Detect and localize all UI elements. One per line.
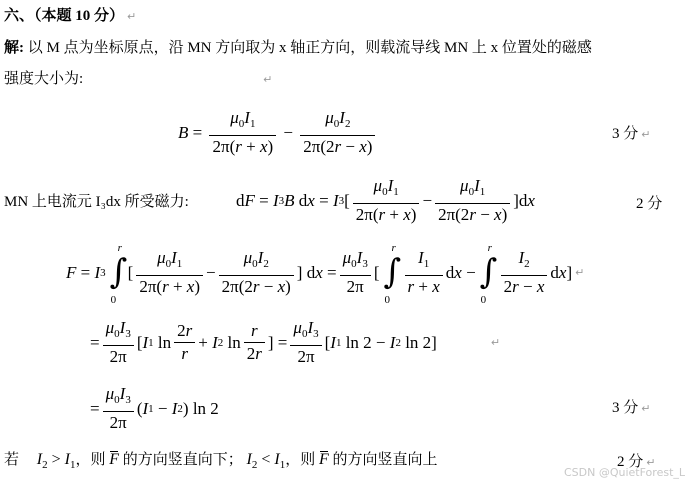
- equation-F-step2: = $\frac{\mu_0I_3}{2\pi}$ [ I 1 ln $\frac{2r}{r}$ + I 2 ln $\frac{r}{2r}$ ] = $\frac{\mu_0I_3}{2\pi}$ [ I 1 ln 2 − I 2 ln 2] ↵: [90, 318, 501, 366]
- equation-dF: d F = I 3 B d x = I 3 [ $\frac{\mu_0I_1}{2\pi(r + x)}$ − $\frac{\mu_0I_1}{2\pi(2r - x)}$ ]d x: [236, 176, 535, 224]
- intro-text-2: 强度大小为:: [4, 71, 84, 87]
- fraction: $\frac{\mu_0I_3}{2\pi}$: [340, 248, 371, 297]
- fraction: $\frac{\mu_0I_3}{2\pi}$: [103, 384, 134, 433]
- force-vector-symbol: F: [109, 451, 119, 468]
- fraction: $\frac{I_1}{r + x}$: [405, 248, 443, 297]
- intro-line-1: [4, 38, 592, 58]
- paragraph-mark-icon: ↵: [263, 73, 273, 86]
- conclusion-then-1: ，则: [75, 452, 106, 468]
- fraction: $\frac{\mu_0I_1}{2\pi(2r - x)}$: [435, 176, 510, 225]
- conclusion-if: 若: [4, 452, 20, 468]
- force-vector-symbol: F: [318, 451, 329, 468]
- score-mark-2: [636, 192, 662, 213]
- force-intro-text: MN 上电流元 I₃dx 所受磁力:: [4, 194, 189, 210]
- equation-F-step3: = $\frac{\mu_0I_3}{2\pi}$ ( I 1 − I 2 ) ln 2: [90, 384, 219, 432]
- equation-b-field: B = $\frac{\mu_0I_1}{2\pi(r + x)}$ − $\frac{\mu_0I_2}{2\pi(2r - x)}$: [178, 108, 378, 157]
- integral-sign: ∫ r 0: [479, 241, 498, 306]
- score-text: 3 分: [612, 400, 639, 416]
- fraction: $\frac{\mu_0I_3}{2\pi}$: [103, 318, 134, 367]
- paragraph-mark-icon: ↵: [641, 128, 651, 141]
- paragraph-mark-icon: ↵: [641, 402, 651, 415]
- paragraph-mark-icon: ↵: [490, 336, 501, 349]
- watermark-text: CSDN @QuietForest_L: [564, 466, 686, 479]
- intro-line-2: [4, 69, 272, 90]
- conclusion-up: 的方向竖直向上: [332, 452, 438, 468]
- solution-label: 解:: [4, 40, 24, 56]
- fraction: $\frac{\mu_0I_3}{2\pi}$: [290, 318, 321, 367]
- fraction: $\frac{2r}{r}$: [174, 321, 195, 364]
- fraction: $\frac{\mu_0I_1}{2\pi(r + x)}$: [353, 176, 420, 225]
- score-text: 2 分: [617, 454, 644, 470]
- score-text: 2 分: [636, 196, 663, 212]
- fraction: $\frac{\mu_0I_2}{2\pi(2r - x)}$: [219, 248, 294, 297]
- fraction: $\frac{\mu_0I_1}{2\pi(r + x)}$: [209, 108, 276, 157]
- fraction: $\frac{I_2}{2r - x}$: [501, 248, 548, 297]
- score-text: 3 分: [612, 126, 639, 142]
- heading-text: 六、（本题 10 分）: [4, 8, 125, 24]
- integral-sign: ∫ r 0: [383, 241, 402, 306]
- paragraph-mark-icon: ↵: [646, 456, 656, 469]
- paragraph-mark-icon: ↵: [575, 266, 585, 279]
- condition-1: $I_2 > I_1$: [36, 451, 76, 471]
- conclusion-down: 的方向竖直向下；: [122, 452, 243, 468]
- force-intro: [4, 192, 189, 212]
- score-mark-3: [612, 396, 650, 417]
- paragraph-mark-icon: ↵: [127, 10, 137, 23]
- watermark: [564, 466, 685, 479]
- equation-F-integral: F = I 3 ∫ r 0 [ $\frac{\mu_0I_1}{2\pi(r + x)}$ − $\frac{\mu_0I_2}{2\pi(2r - x)}$ ] d x = $\frac{\mu_0I_3}{2\pi}$ [ ∫ r 0 $\frac{I_1}{r + x}$ d x − ∫ r 0 $\frac{I_2}{2r - x}$ d x ] ↵: [66, 241, 585, 306]
- conclusion-line: [4, 450, 438, 475]
- integral-sign: ∫ r 0: [109, 241, 128, 306]
- question-heading: [4, 6, 136, 27]
- condition-2: $I_2 < I_1$: [246, 451, 286, 471]
- fraction: $\frac{r}{2r}$: [244, 321, 265, 364]
- intro-text-1: 以 M 点为坐标原点，沿 MN 方向取为 x 轴正方向，则载流导线 MN 上 x 位置处的磁感: [27, 40, 592, 56]
- score-mark-1: [612, 122, 650, 143]
- fraction: $\frac{\mu_0I_1}{2\pi(r + x)}$: [136, 248, 203, 297]
- conclusion-then-2: ，则: [285, 452, 316, 468]
- fraction: $\frac{\mu_0I_2}{2\pi(2r - x)}$: [300, 108, 375, 157]
